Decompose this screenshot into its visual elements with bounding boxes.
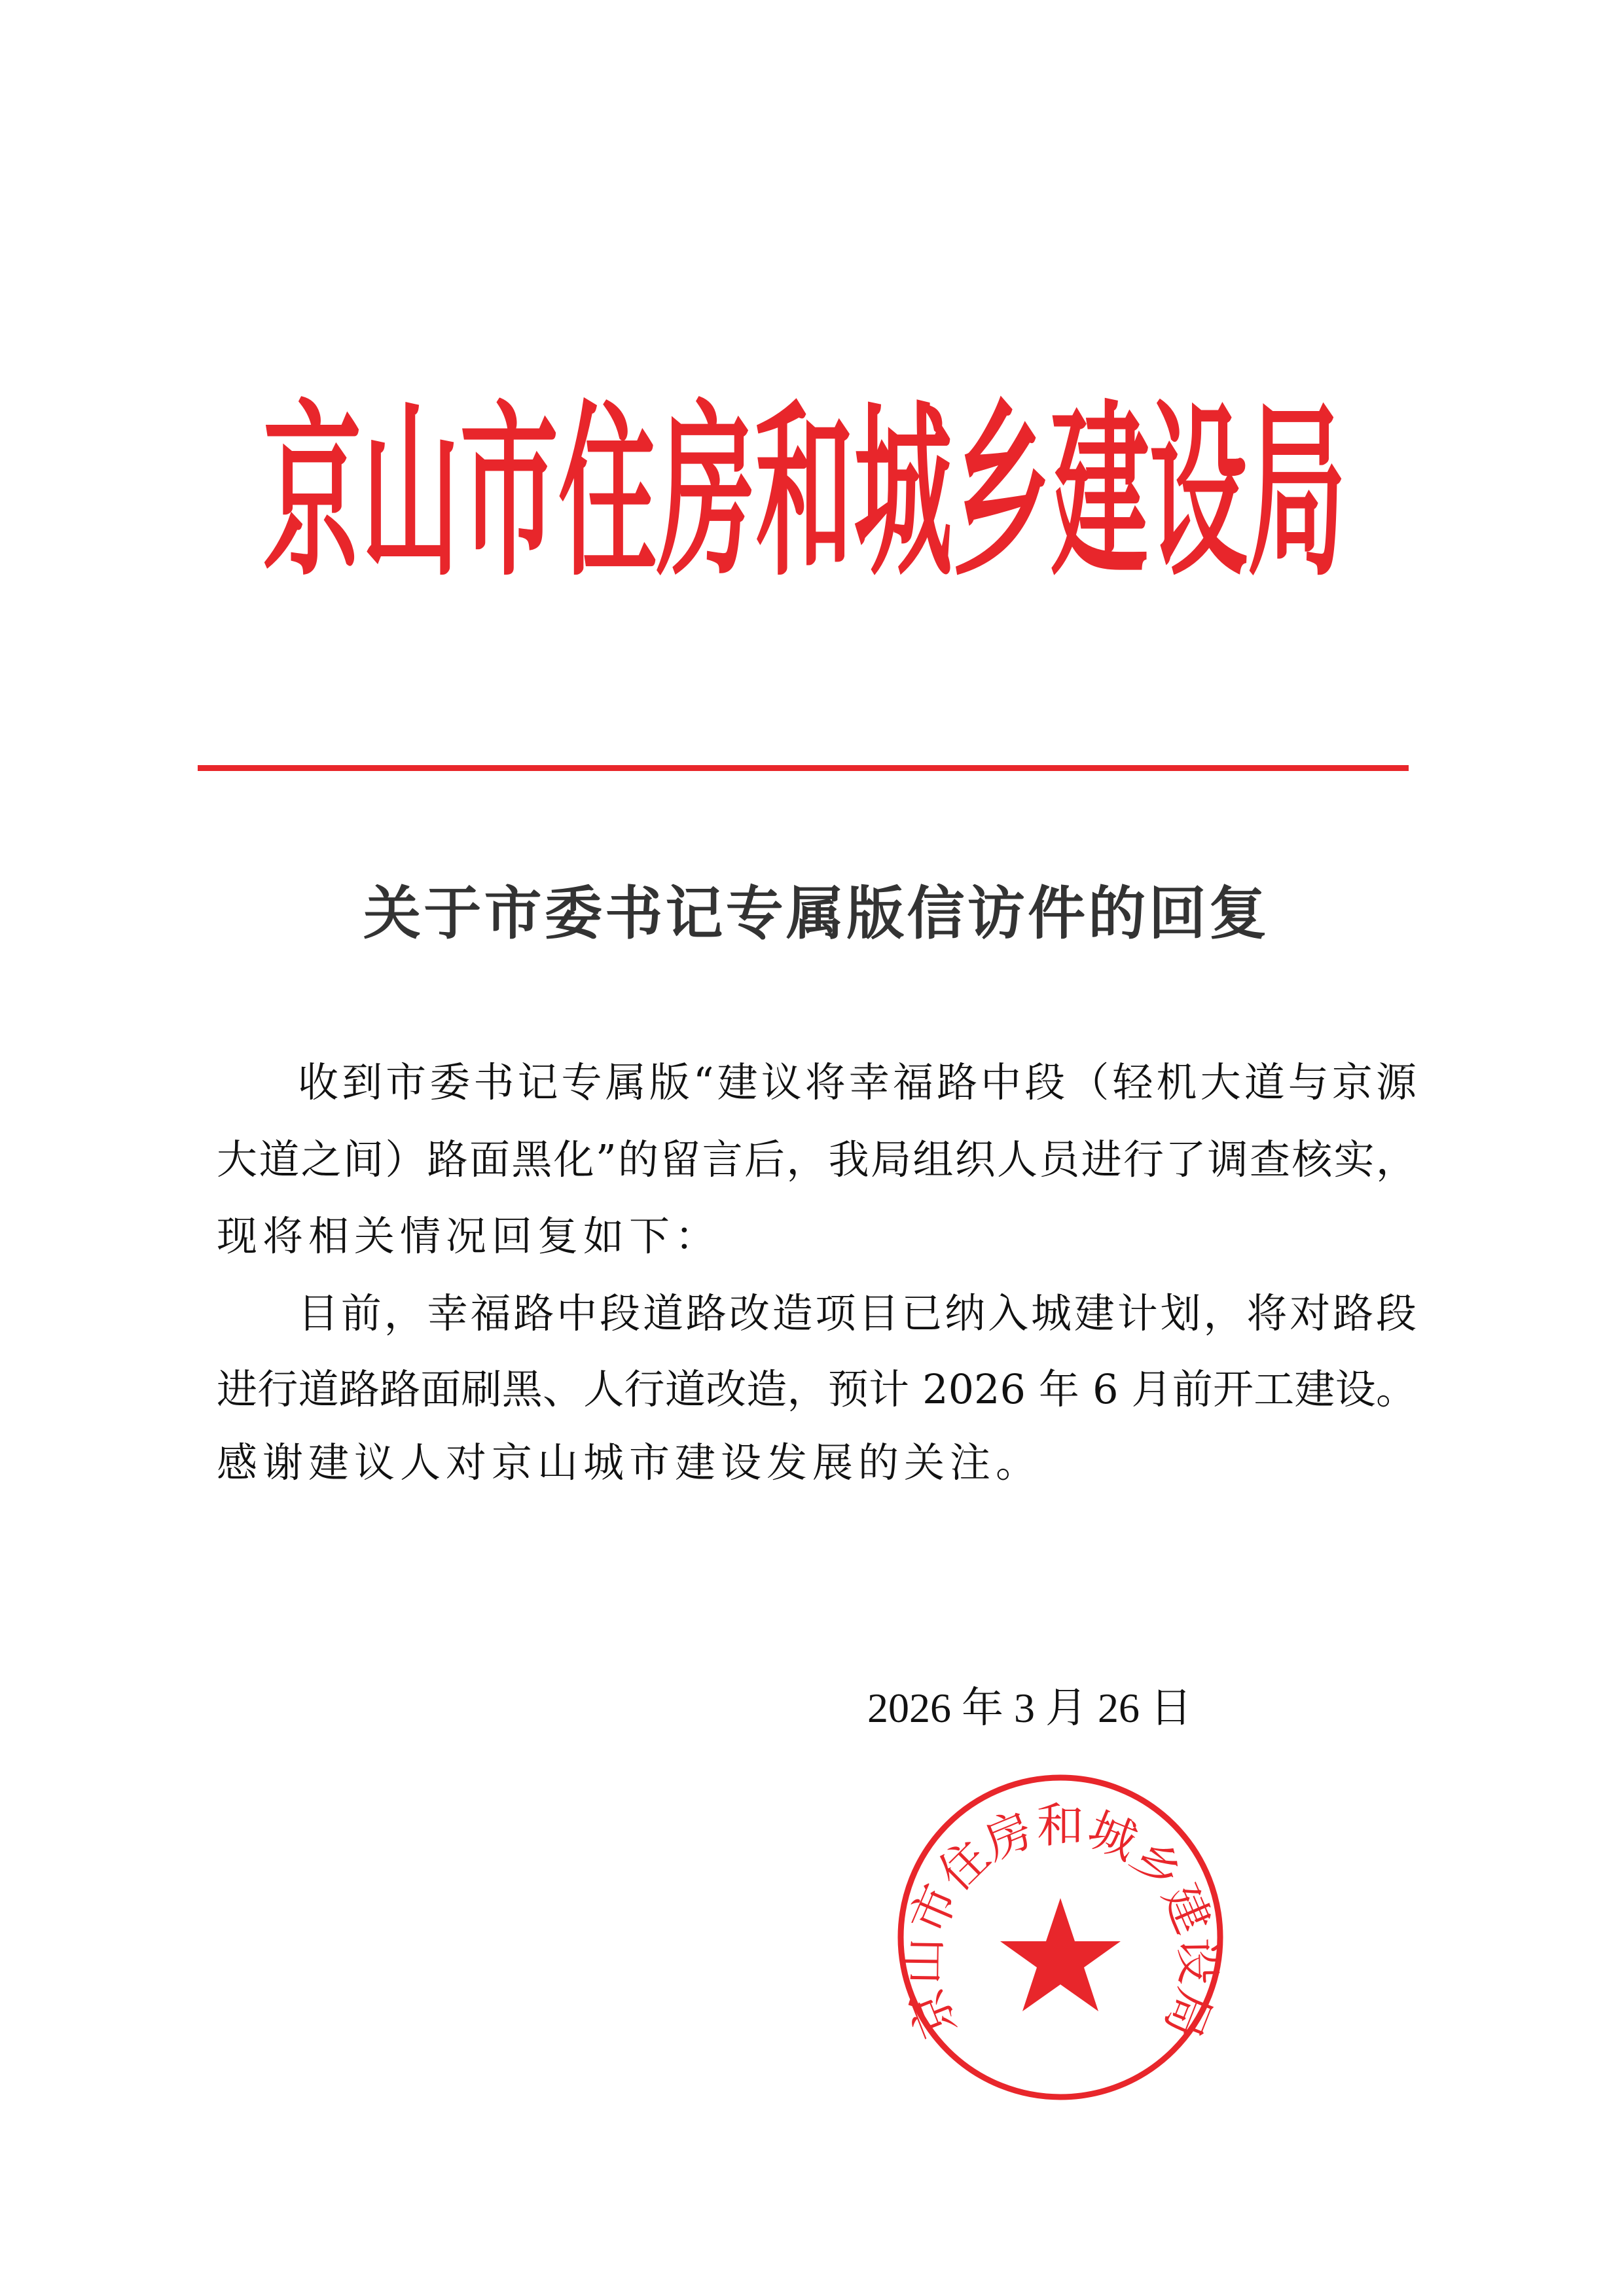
document-date: 2026 年 3 月 26 日: [867, 1685, 1192, 1731]
body-line: 目前，幸福路中段道路改造项目已纳入城建计划，将对路段: [298, 1289, 1416, 1337]
body-line: 进行道路路面刷黑、人行道改造，预计 2026 年 6 月前开工建设。: [217, 1365, 1416, 1413]
body-line: 收到市委书记专属版“建议将幸福路中段（轻机大道与京源: [298, 1058, 1416, 1106]
document-title: 关于市委书记专属版信访件的回复: [363, 879, 1267, 947]
letterhead-org-name: 京山市住房和城乡建设局: [263, 383, 1346, 602]
letterhead-divider: [198, 765, 1409, 771]
body-line: 大道之间）路面黑化”的留言后，我局组织人员进行了调查核实，: [217, 1136, 1416, 1183]
body-line: 感谢建议人对京山城市建设发展的关注。: [217, 1439, 1042, 1486]
star-icon: [1000, 1898, 1121, 2011]
body-line: 现将相关情况回复如下：: [217, 1212, 721, 1260]
official-seal: [890, 1767, 1231, 2108]
seal-text: 京山市住房和城乡建设局: [895, 1798, 1226, 2046]
